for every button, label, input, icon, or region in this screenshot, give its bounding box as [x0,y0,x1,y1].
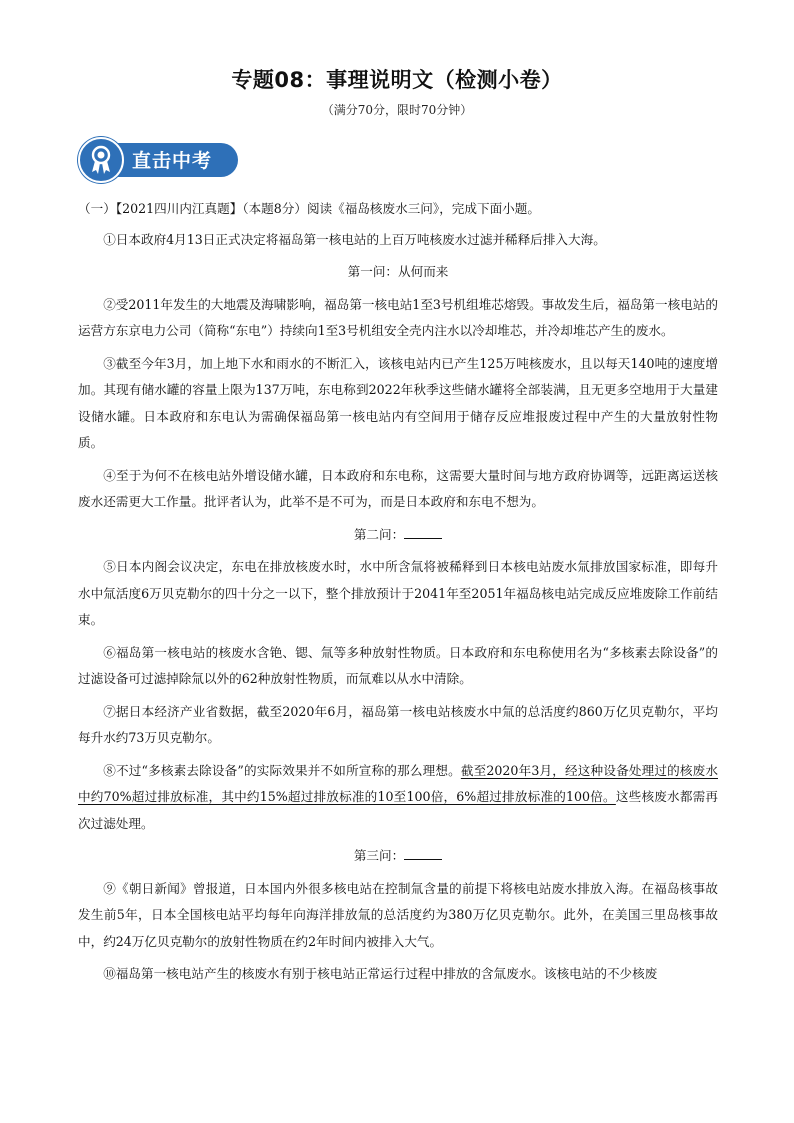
ribbon-badge-icon [78,137,124,183]
section-title-3-label: 第三问： [353,848,405,863]
section-title-2-label: 第二问： [353,526,405,542]
paragraph-8-lead: ⑧不过“多核素去除设备”的实际效果并不如所宣称的那么理想。 [103,762,461,778]
paragraph-6: ⑥福岛第一核电站的核废水含铯、锶、氚等多种放射性物质。日本政府和东电称使用名为“多核素去除设备”的过滤设备可过滤掉除氚以外的62种放射性物质，而氚难以从水中清除。 [78,644,718,686]
paragraph-8 [78,758,718,838]
answer-blank [404,845,442,860]
reading-passage [78,196,718,994]
question-intro: （一）【2021四川内江真题】（本题8分）阅读《福岛核废水三问》，完成下面小题。 [78,201,540,216]
paragraph-1: ①日本政府4月13日正式决定将福岛第一核电站的上百万吨核废水过滤并稀释后排入大海。 [103,231,606,247]
paragraph-2: ②受2011年发生的大地震及海啸影响，福岛第一核电站1至3号机组堆芯熔毁。事故发生后，福岛第一核电站的运营方东京电力公司（简称“东电”）持续向1至3号机组安全壳内注水以冷却堆芯，并冷却堆芯产生的废水。 [78,296,718,338]
section-title-1: 第一问：从何而来 [347,264,449,279]
paragraph-9: ⑨《朝日新闻》曾报道，日本国内外很多核电站在控制氚含量的前提下将核电站废水排放入海。在福岛核事故发生前5年，日本全国核电站平均每年向海洋排放氚的总活度约为380万亿贝克勒尔。此外，在美国三里岛核事故中，约24万亿贝克勒尔的放射性物质在约2年时间内被排入大气。 [78,880,718,949]
paragraph-5: ⑤日本内阁会议决定，东电在排放核废水时，水中所含氚将被稀释到日本核电站废水氚排放国家标准，即每升水中氚活度6万贝克勒尔的四十分之一以下，整个排放预计于2041年至2051年福岛核电站完成反应堆废除工作前结束。 [78,559,718,627]
paragraph-3: ③截至今年3月，加上地下水和雨水的不断汇入，该核电站内已产生125万吨核废水，且以每天140吨的速度增加。其现有储水罐的容量上限为137万吨，东电称到2022年秋季这些储水罐将全部装满，且无更多空地用于大量建设储水罐。日本政府和东电认为需确保福岛第一核电站内有空间用于储存反应堆报废过程中产生的大量放射性物质。 [78,355,718,450]
paragraph-4: ④至于为何不在核电站外增设储水罐，日本政府和东电称，这需要大量时间与地方政府协调等，远距离运送核废水还需更大工作量。批评者认为，此举不是不可为，而是日本政府和东电不想为。 [78,467,718,509]
paragraph-7: ⑦据日本经济产业省数据，截至2020年6月，福岛第一核电站核废水中氚的总活度约860万亿贝克勒尔，平均每升水约73万贝克勒尔。 [78,703,718,745]
page-title: 专题08：事理说明文（检测小卷） [231,68,563,92]
underlined-sentence: 截至2020年3月，经这种设备处理过的核废水中约70%超过排放标准，其中约15%超过排放标准的10至100倍，6%超过排放标准的100倍。 [78,762,718,804]
section-title-2 [78,522,718,549]
section-banner [78,138,238,181]
page-subtitle: （满分70分，限时70分钟） [321,103,473,117]
paragraph-10: ⑩福岛第一核电站产生的核废水有别于核电站正常运行过程中排放的含氚废水。该核电站的不少核废 [103,966,658,981]
section-title-3 [78,843,718,870]
answer-blank [404,524,442,539]
paragraph-8-tail: 这些核废水都需再次过滤处理。 [78,789,719,831]
banner-label: 直击中考 [112,143,238,177]
